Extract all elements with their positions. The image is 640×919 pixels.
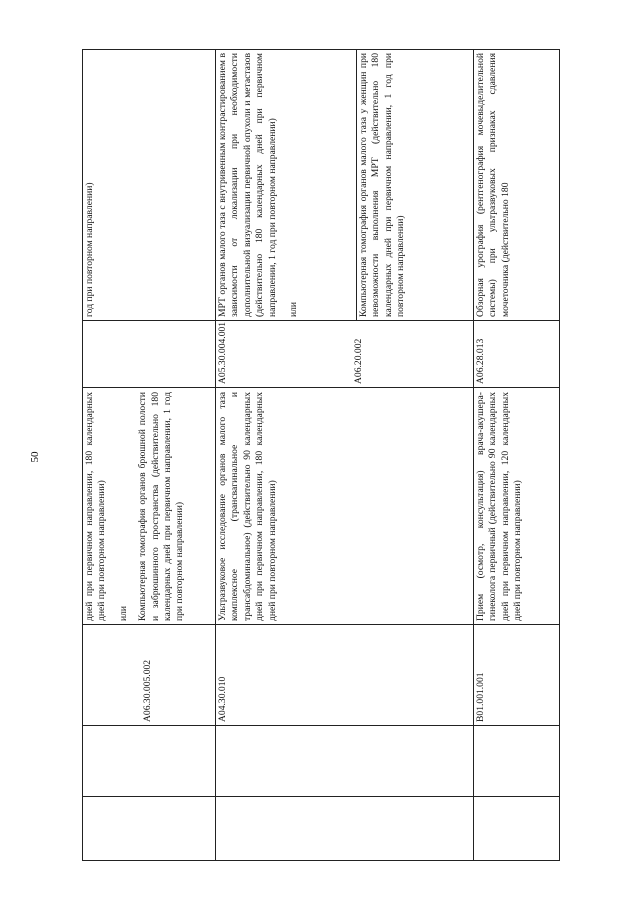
- row3-test-text: Прием (осмотр, консультация) врача-акушера-гинеколога первичный (действительно 90 календарных дней при первичном направлении, 120 календарных дней при повторном направлении): [475, 392, 524, 621]
- row2-or-label: или: [288, 301, 300, 317]
- row2-code-b1: A05.30.004.001: [217, 321, 228, 384]
- table-container: [82, 49, 560, 861]
- row1-extra-text: год при повторном направлении): [84, 182, 95, 317]
- row1-extra-cell: [82, 49, 215, 321]
- col-separator: [82, 796, 560, 797]
- row1-code: A06.30.005.002: [142, 659, 153, 722]
- row2-code-cell: [215, 625, 473, 726]
- row2-extra-text-1: МРТ органов малого таза с внутривенным контрастированием в зависимости от локализации при необходимости дополнительной визуализации первичной опухоли и метастазов (действительно 180 календарных дней при первичном направлении, 1 год при повторном направлении): [217, 53, 278, 317]
- row1-code-cell: [82, 625, 215, 726]
- row3-extra-cell: [473, 49, 560, 321]
- row1-test-continued: дней при первичном направлении, 180 календарных дней при повторном направлении): [84, 392, 108, 621]
- row3-code-b: A06.28.013: [475, 338, 486, 384]
- row2-code-b-cell: [215, 321, 473, 388]
- row3-test-cell: [473, 388, 560, 625]
- row3-code: B01.001.001: [475, 672, 486, 722]
- row2-code-b2: A06.20.002: [353, 338, 365, 384]
- row3-extra-text: Обзорная урография (рентгенография мочевыделительной системы) при ультразвуковых признаках сдавления мочеточника (действительно 180: [475, 53, 511, 317]
- row2-code: A04.30.010: [217, 676, 228, 722]
- row2-extra-text-2: Компьютерная томография органов малого таза у женщин при невозможности выполнения МРТ (действительно 180 календарных дней при первичном направлении, 1 год при повторном направлении): [358, 53, 407, 317]
- row3-code-b-cell: [473, 321, 560, 388]
- services-table: [82, 49, 560, 861]
- row2-extra-cell-2: [356, 49, 473, 321]
- row2-test-cell: [215, 388, 473, 625]
- row2-test-text: Ультразвуковое исследование органов малого таза комплексное (трансвагинальное и трансабдоминальное) (действительно 90 календарных дней при первичном направлении, 180 календарных дней при повторном направлении): [217, 392, 278, 621]
- row2-extra-cell-1: [215, 49, 356, 321]
- row1-or-label: или: [117, 605, 129, 621]
- row1-test-text: Компьютерная томография органов брюшной полости и забрюшинного пространства (действительно 180 календарных дней при первичном направлении, 1 год при повторном направлении): [137, 392, 186, 621]
- page-number: 50: [29, 451, 41, 463]
- row3-code-cell: [473, 625, 560, 726]
- row1-test-cell: [82, 388, 215, 625]
